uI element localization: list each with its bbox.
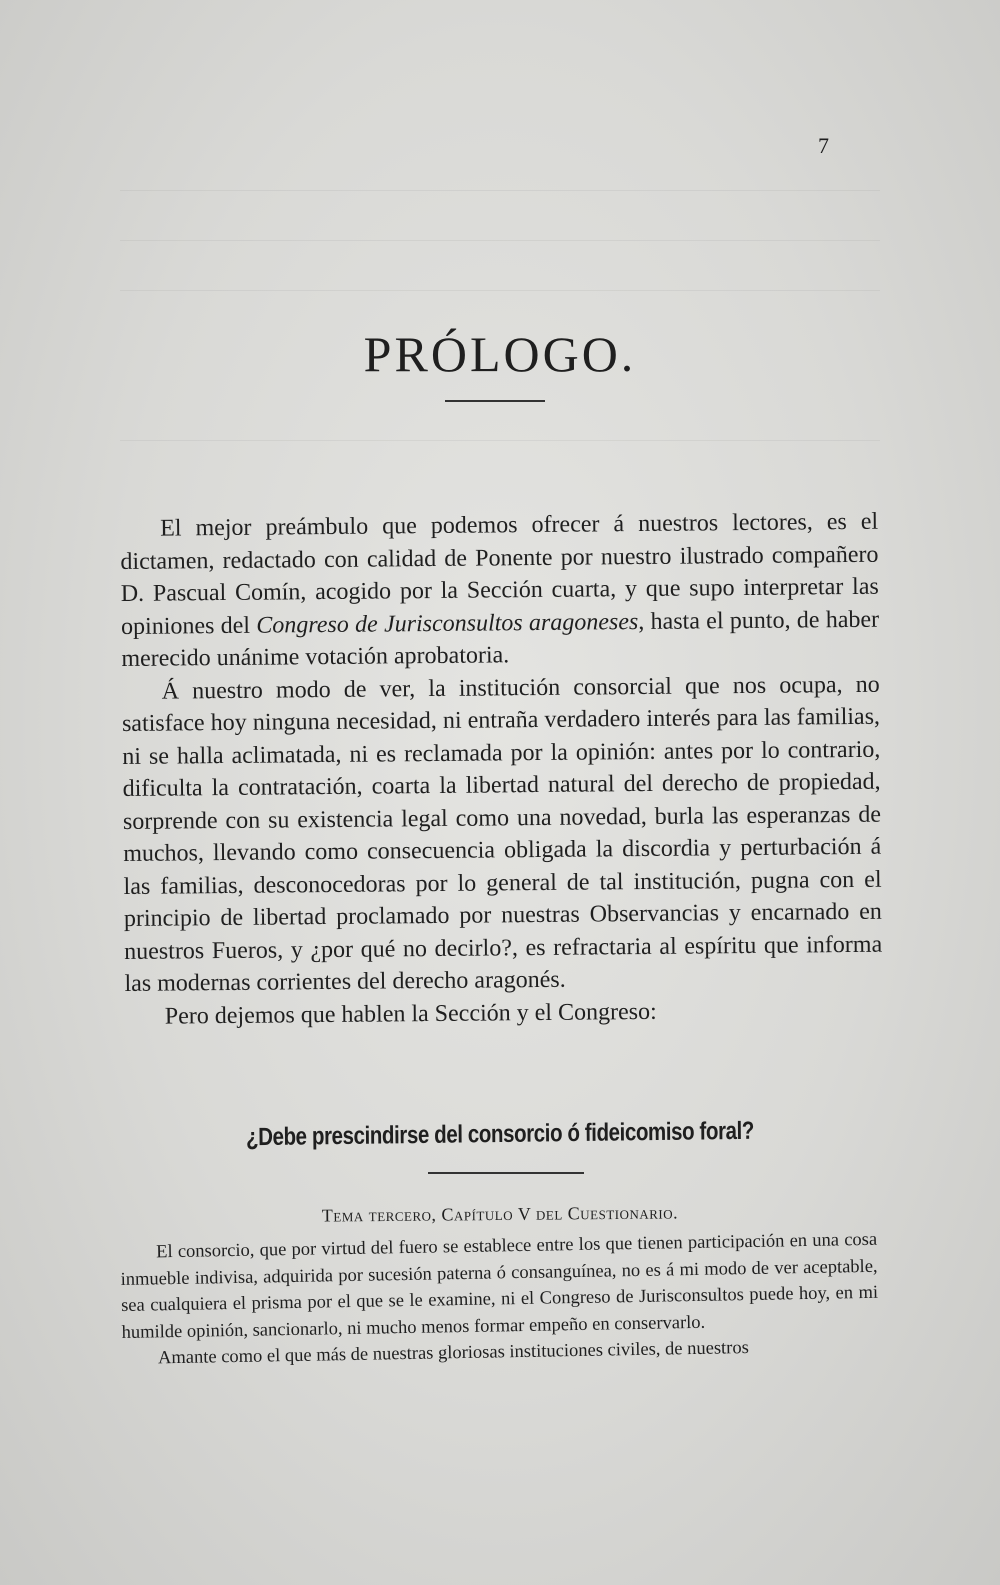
congress-name-italic: Congreso de Jurisconsultos aragoneses xyxy=(256,608,639,639)
section-subheading: Tema tercero, Capítulo V del Cuestionario. xyxy=(321,1202,679,1226)
bleed-through-line xyxy=(120,440,880,441)
intro-paragraph-1-start: El mejor preámbulo que podemos ofrecer á nuestros lectores, es el dictamen, redactado con calidad de Ponente por nuestro ilustrado compañero D. Pascual Comín, acogido por la Sección cuarta, y que supo interpretar las opiniones del xyxy=(120,508,879,640)
quote-paragraph-2: Amante como el que más de nuestras gloriosas instituciones civiles, de nuestros xyxy=(157,1338,749,1369)
quote-paragraph-1: El consorcio, que por virtud del fuero se establece entre los que tienen participación en una cosa inmueble indivisa, adquirida por sucesión paterna ó consanguínea, no es á mi modo de ver aceptable, sea cualquiera el prisma por el que se le examine, ni el Congreso de Jurisconsultos puede hoy, en mi humilde opinión, sancionarlo, ni mucho menos formar empeño en conservarlo. xyxy=(120,1229,879,1343)
question-heading: ¿Debe prescindirse del consorcio ó fideicomiso foral? xyxy=(245,1116,755,1152)
bleed-through-line xyxy=(120,190,880,191)
intro-paragraph-1 xyxy=(120,506,880,676)
question-rule xyxy=(428,1172,584,1174)
intro-paragraph-3: Pero dejemos que hablen la Sección y el Congreso: xyxy=(164,998,657,1030)
title-rule xyxy=(445,400,545,402)
page-title: PRÓLOGO. xyxy=(363,326,637,382)
bleed-through-line xyxy=(120,240,880,241)
quoted-report xyxy=(120,1227,879,1373)
intro-text xyxy=(120,506,883,1033)
page-number: 7 xyxy=(818,133,829,158)
bleed-through-line xyxy=(120,290,880,291)
intro-paragraph-1-end: , hasta el punto, de haber merecido unánime votación aprobatoria. xyxy=(121,606,880,672)
intro-paragraph-2: Á nuestro modo de ver, la institución consorcial que nos ocupa, no satisface hoy ninguna necesidad, ni entraña verdadero interés para las familias, ni se halla aclimatada, ni es reclamada por la opinión: antes por lo contrario, dificulta la contratación, coarta la libertad natural del derecho de propiedad, sorprende con su existencia legal como una novedad, burla las esperanzas de muchos, llevando como consecuencia obligada la discordia y perturbación á las familias, desconocedoras por lo general de tal institución, pugna con el principio de libertad proclamado por nuestras Observancias y encarnado en nuestros Fueros, y ¿por qué no decirlo?, es refractaria al espíritu que informa las modernas corrientes del derecho aragonés. xyxy=(121,671,883,997)
